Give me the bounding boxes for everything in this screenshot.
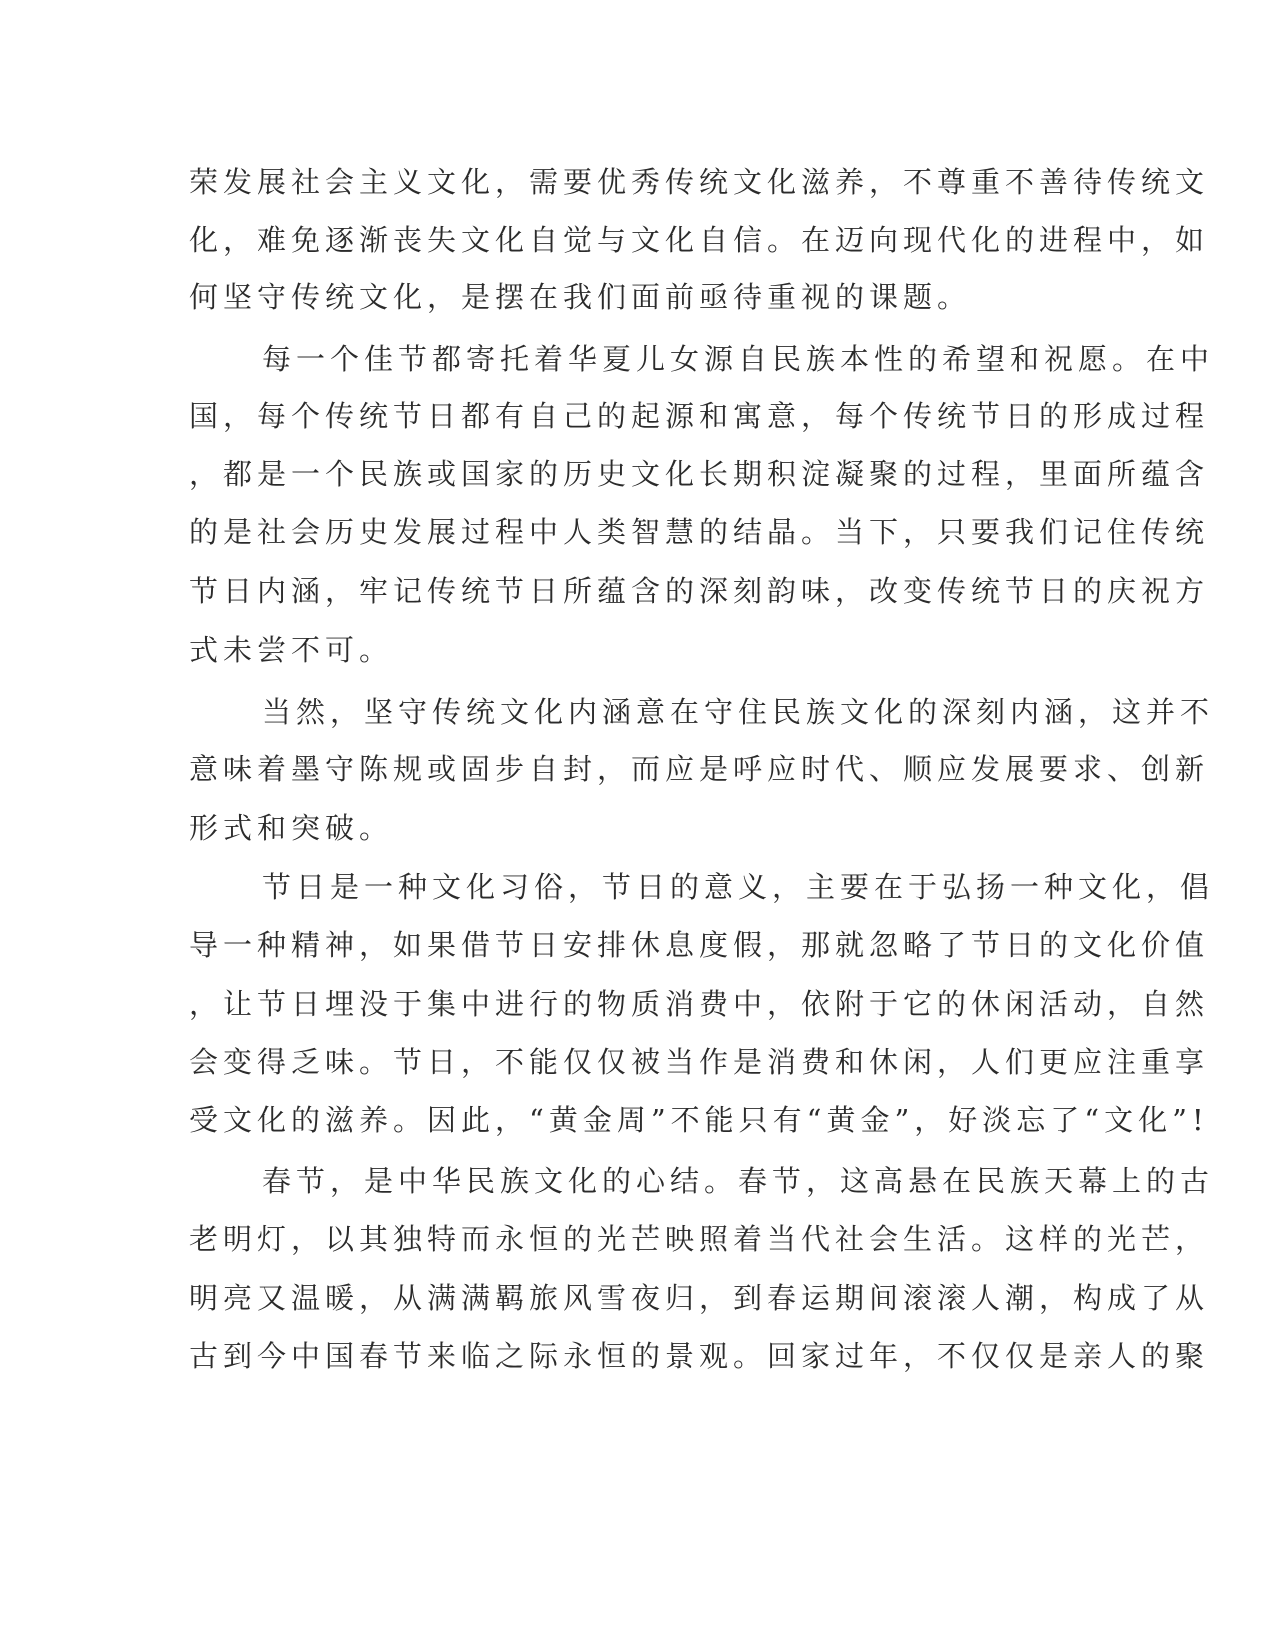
text-line: 国，每个传统节日都有自己的起源和寓意，每个传统节日的形成过程 [189, 399, 1210, 433]
text-line: 荣发展社会主义文化，需要优秀传统文化滋养，不尊重不善待传统文 [189, 165, 1210, 199]
text-line: 的是社会历史发展过程中人类智慧的结晶。当下，只要我们记住传统 [189, 515, 1210, 549]
text-line: 古到今中国春节来临之际永恒的景观。回家过年，不仅仅是亲人的聚 [189, 1339, 1210, 1373]
text-line: 老明灯，以其独特而永恒的光芒映照着当代社会生活。这样的光芒， [189, 1222, 1210, 1256]
paragraph-first-line: 当然，坚守传统文化内涵意在守住民族文化的深刻内涵，这并不 [262, 695, 1215, 729]
text-line: 化，难免逐渐丧失文化自觉与文化自信。在迈向现代化的进程中，如 [189, 223, 1210, 257]
text-line: 会变得乏味。节日，不能仅仅被当作是消费和休闲，人们更应注重享 [189, 1045, 1210, 1079]
text-line: 形式和突破。 [189, 811, 394, 845]
text-line: 导一种精神，如果借节日安排休息度假，那就忽略了节日的文化价值 [189, 928, 1210, 962]
text-line: ，让节日埋没于集中进行的物质消费中，依附于它的休闲活动，自然 [189, 987, 1210, 1021]
text-line: 受文化的滋养。因此，“黄金周”不能只有“黄金”，好淡忘了“文化”! [189, 1103, 1209, 1137]
paragraph-first-line: 每一个佳节都寄托着华夏儿女源自民族本性的希望和祝愿。在中 [262, 342, 1215, 376]
text-line: 何坚守传统文化，是摆在我们面前亟待重视的课题。 [189, 280, 972, 314]
text-line: 意味着墨守陈规或固步自封，而应是呼应时代、顺应发展要求、创新 [189, 752, 1210, 786]
text-line: 式未尝不可。 [189, 633, 394, 667]
text-line: 明亮又温暖，从满满羁旅风雪夜归，到春运期间滚滚人潮，构成了从 [189, 1281, 1210, 1315]
paragraph-first-line: 春节，是中华民族文化的心结。春节，这高悬在民族天幕上的古 [262, 1164, 1215, 1198]
paragraph-first-line: 节日是一种文化习俗，节日的意义，主要在于弘扬一种文化，倡 [262, 870, 1215, 904]
text-line: 节日内涵，牢记传统节日所蕴含的深刻韵味，改变传统节日的庆祝方 [189, 574, 1210, 608]
text-line: ，都是一个民族或国家的历史文化长期积淀凝聚的过程，里面所蕴含 [189, 457, 1210, 491]
